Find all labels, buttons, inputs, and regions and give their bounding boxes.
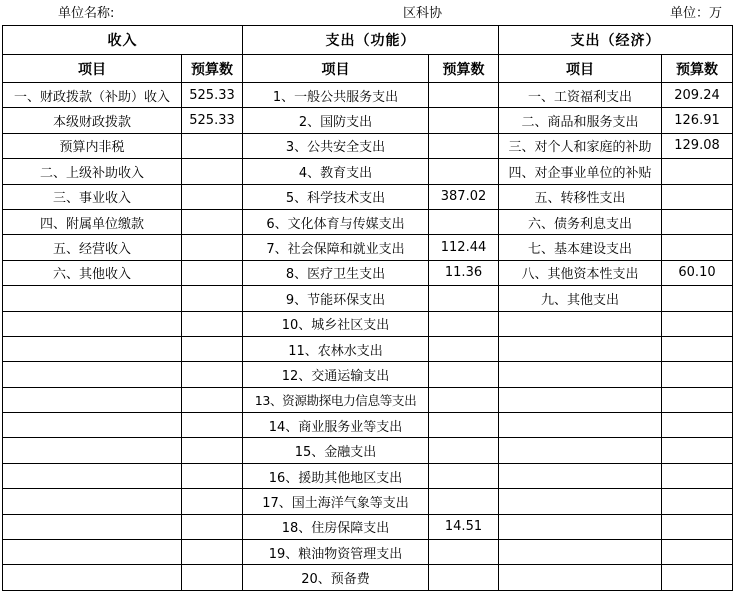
functional-amount-cell xyxy=(429,336,499,361)
functional-item-cell: 19、粮油物资管理支出 xyxy=(243,540,429,565)
economic-amount-cell xyxy=(662,413,733,438)
functional-item-cell: 4、教育支出 xyxy=(243,159,429,184)
income-item-cell: 四、附属单位缴款 xyxy=(3,209,182,234)
functional-amount-cell xyxy=(429,413,499,438)
table-row xyxy=(3,463,733,488)
economic-amount-cell xyxy=(662,387,733,412)
functional-amount-cell xyxy=(429,286,499,311)
economic-item-cell: 一、工资福利支出 xyxy=(499,83,662,108)
functional-item-cell: 16、援助其他地区支出 xyxy=(243,463,429,488)
income-amount-cell xyxy=(182,336,243,361)
economic-amount-cell: 129.08 xyxy=(662,133,733,158)
income-amount-header: 预算数 xyxy=(182,55,243,83)
income-item-cell xyxy=(3,565,182,590)
economic-item-cell xyxy=(499,514,662,539)
economic-amount-cell xyxy=(662,209,733,234)
table-row xyxy=(3,336,733,361)
economic-amount-header: 预算数 xyxy=(662,55,733,83)
table-row xyxy=(3,514,733,539)
functional-item-header: 项目 xyxy=(243,55,429,83)
income-amount-cell xyxy=(182,362,243,387)
income-item-cell: 五、经营收入 xyxy=(3,235,182,260)
functional-item-cell: 11、农林水支出 xyxy=(243,336,429,361)
income-item-cell xyxy=(3,438,182,463)
table-row xyxy=(3,311,733,336)
economic-item-cell: 四、对企事业单位的补贴 xyxy=(499,159,662,184)
income-item-cell: 三、事业收入 xyxy=(3,184,182,209)
unit-name-label: 单位名称: xyxy=(58,6,115,21)
functional-item-cell: 18、住房保障支出 xyxy=(243,514,429,539)
income-amount-cell: 525.33 xyxy=(182,108,243,133)
section-header-row xyxy=(3,26,733,55)
functional-item-cell: 3、公共安全支出 xyxy=(243,133,429,158)
income-item-cell xyxy=(3,489,182,514)
table-row xyxy=(3,133,733,158)
functional-amount-cell: 112.44 xyxy=(429,235,499,260)
functional-amount-cell: 387.02 xyxy=(429,184,499,209)
functional-item-cell: 17、国土海洋气象等支出 xyxy=(243,489,429,514)
income-item-cell: 预算内非税 xyxy=(3,133,182,158)
economic-amount-cell xyxy=(662,489,733,514)
table-row xyxy=(3,83,733,108)
economic-item-cell xyxy=(499,336,662,361)
income-item-header: 项目 xyxy=(3,55,182,83)
functional-item-cell: 15、金融支出 xyxy=(243,438,429,463)
economic-amount-cell xyxy=(662,286,733,311)
income-item-cell xyxy=(3,336,182,361)
income-amount-cell xyxy=(182,260,243,285)
income-item-cell xyxy=(3,514,182,539)
income-item-cell xyxy=(3,387,182,412)
income-amount-cell xyxy=(182,235,243,260)
economic-amount-cell xyxy=(662,362,733,387)
income-amount-cell xyxy=(182,286,243,311)
income-amount-cell xyxy=(182,565,243,590)
economic-item-cell: 七、基本建设支出 xyxy=(499,235,662,260)
economic-amount-cell xyxy=(662,159,733,184)
functional-item-cell: 8、医疗卫生支出 xyxy=(243,260,429,285)
income-item-cell: 六、其他收入 xyxy=(3,260,182,285)
functional-amount-cell: 14.51 xyxy=(429,514,499,539)
functional-item-cell: 20、预备费 xyxy=(243,565,429,590)
economic-item-header: 项目 xyxy=(499,55,662,83)
functional-amount-cell xyxy=(429,565,499,590)
income-item-cell: 二、上级补助收入 xyxy=(3,159,182,184)
income-item-cell: 一、财政拨款（补助）收入 xyxy=(3,83,182,108)
table-row xyxy=(3,159,733,184)
economic-amount-cell xyxy=(662,565,733,590)
functional-item-cell: 7、社会保障和就业支出 xyxy=(243,235,429,260)
economic-item-cell xyxy=(499,438,662,463)
economic-amount-cell xyxy=(662,540,733,565)
economic-item-cell xyxy=(499,311,662,336)
income-amount-cell xyxy=(182,540,243,565)
functional-amount-cell xyxy=(429,438,499,463)
table-row xyxy=(3,489,733,514)
economic-item-cell: 八、其他资本性支出 xyxy=(499,260,662,285)
table-row xyxy=(3,184,733,209)
economic-amount-cell: 126.91 xyxy=(662,108,733,133)
functional-amount-cell xyxy=(429,159,499,184)
functional-item-cell: 10、城乡社区支出 xyxy=(243,311,429,336)
functional-item-cell: 2、国防支出 xyxy=(243,108,429,133)
functional-item-cell: 13、资源勘探电力信息等支出 xyxy=(243,387,429,412)
economic-amount-cell xyxy=(662,514,733,539)
column-header-row xyxy=(3,55,733,83)
table-row xyxy=(3,260,733,285)
functional-amount-cell xyxy=(429,362,499,387)
functional-amount-cell xyxy=(429,489,499,514)
economic-amount-cell xyxy=(662,438,733,463)
income-item-cell xyxy=(3,413,182,438)
economic-item-cell xyxy=(499,489,662,514)
income-amount-cell xyxy=(182,463,243,488)
income-amount-cell: 525.33 xyxy=(182,83,243,108)
functional-amount-cell: 11.36 xyxy=(429,260,499,285)
economic-item-cell xyxy=(499,463,662,488)
income-item-cell xyxy=(3,286,182,311)
income-amount-cell xyxy=(182,438,243,463)
income-section-header: 收入 xyxy=(3,26,243,55)
income-amount-cell xyxy=(182,489,243,514)
table-row xyxy=(3,286,733,311)
table-row xyxy=(3,362,733,387)
income-amount-cell xyxy=(182,413,243,438)
economic-amount-cell: 209.24 xyxy=(662,83,733,108)
table-row xyxy=(3,235,733,260)
economic-amount-cell xyxy=(662,311,733,336)
economic-item-cell xyxy=(499,565,662,590)
functional-amount-cell xyxy=(429,463,499,488)
table-row xyxy=(3,438,733,463)
income-amount-cell xyxy=(182,311,243,336)
economic-item-cell xyxy=(499,413,662,438)
economic-item-cell xyxy=(499,540,662,565)
economic-expense-section-header: 支出（经济） xyxy=(499,26,733,55)
income-item-cell xyxy=(3,362,182,387)
functional-amount-cell xyxy=(429,108,499,133)
functional-amount-cell xyxy=(429,83,499,108)
economic-amount-cell xyxy=(662,336,733,361)
income-item-cell: 本级财政拨款 xyxy=(3,108,182,133)
table-row xyxy=(3,413,733,438)
economic-item-cell: 九、其他支出 xyxy=(499,286,662,311)
income-amount-cell xyxy=(182,184,243,209)
table-row xyxy=(3,565,733,590)
table-row xyxy=(3,387,733,412)
income-amount-cell xyxy=(182,133,243,158)
budget-table xyxy=(2,25,733,591)
income-amount-cell xyxy=(182,159,243,184)
economic-amount-cell: 60.10 xyxy=(662,260,733,285)
economic-item-cell xyxy=(499,387,662,412)
income-item-cell xyxy=(3,540,182,565)
functional-amount-cell xyxy=(429,209,499,234)
functional-amount-cell xyxy=(429,540,499,565)
economic-amount-cell xyxy=(662,235,733,260)
functional-amount-header: 预算数 xyxy=(429,55,499,83)
currency-unit-label: 单位：万 xyxy=(670,6,723,21)
functional-item-cell: 14、商业服务业等支出 xyxy=(243,413,429,438)
income-amount-cell xyxy=(182,209,243,234)
economic-amount-cell xyxy=(662,184,733,209)
table-row xyxy=(3,540,733,565)
income-item-cell xyxy=(3,311,182,336)
economic-amount-cell xyxy=(662,463,733,488)
income-item-cell xyxy=(3,463,182,488)
economic-item-cell: 五、转移性支出 xyxy=(499,184,662,209)
functional-item-cell: 1、一般公共服务支出 xyxy=(243,83,429,108)
table-row xyxy=(3,108,733,133)
organization-name: 区科协 xyxy=(403,6,443,21)
functional-amount-cell xyxy=(429,133,499,158)
functional-item-cell: 5、科学技术支出 xyxy=(243,184,429,209)
economic-item-cell: 六、债务利息支出 xyxy=(499,209,662,234)
functional-item-cell: 6、文化体育与传媒支出 xyxy=(243,209,429,234)
functional-amount-cell xyxy=(429,311,499,336)
economic-item-cell xyxy=(499,362,662,387)
functional-amount-cell xyxy=(429,387,499,412)
functional-item-cell: 9、节能环保支出 xyxy=(243,286,429,311)
income-amount-cell xyxy=(182,387,243,412)
income-amount-cell xyxy=(182,514,243,539)
economic-item-cell: 二、商品和服务支出 xyxy=(499,108,662,133)
functional-item-cell: 12、交通运输支出 xyxy=(243,362,429,387)
functional-expense-section-header: 支出（功能） xyxy=(243,26,499,55)
table-row xyxy=(3,209,733,234)
economic-item-cell: 三、对个人和家庭的补助 xyxy=(499,133,662,158)
